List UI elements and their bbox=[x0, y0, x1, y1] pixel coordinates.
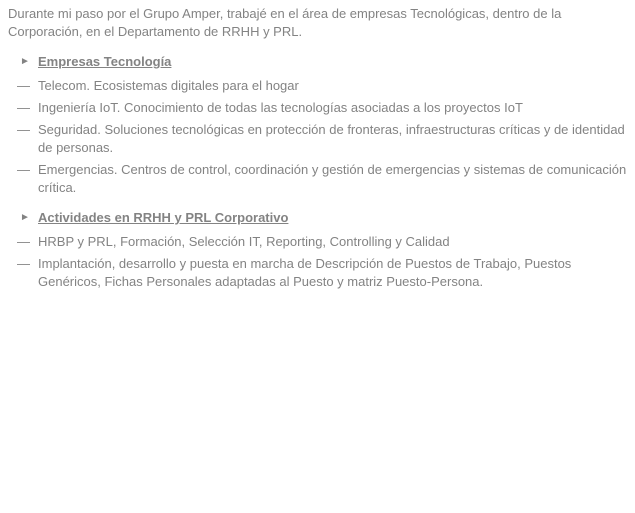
section-title: Empresas Tecnología bbox=[38, 54, 172, 69]
section-header bbox=[8, 209, 627, 227]
intro-paragraph: Durante mi paso por el Grupo Amper, trabajé en el área de empresas Tecnológicas, dentro de la Corporación, en el Departamento de RRHH y PRL. bbox=[8, 6, 562, 39]
list-item-text: Ingeniería IoT. Conocimiento de todas las tecnologías asociadas a los proyectos IoT bbox=[38, 100, 523, 115]
list-item bbox=[8, 255, 627, 291]
list-item-text: Telecom. Ecosistemas digitales para el hogar bbox=[38, 78, 299, 93]
list-item bbox=[8, 161, 627, 197]
list-item-text: Implantación, desarrollo y puesta en marcha de Descripción de Puestos de Trabajo, Puestos Genéricos, Fichas Personales adaptadas al Puesto y matriz Puesto-Persona. bbox=[38, 256, 572, 289]
section-item-list bbox=[8, 233, 627, 291]
dash-bullet-icon: — bbox=[17, 162, 30, 177]
dash-bullet-icon: — bbox=[17, 234, 30, 249]
list-item bbox=[8, 99, 627, 117]
section-empresas-tecnologia bbox=[8, 53, 627, 197]
section-item-list bbox=[8, 77, 627, 197]
triangle-right-icon: ► bbox=[20, 56, 30, 67]
list-item bbox=[8, 121, 627, 157]
list-item-text: Seguridad. Soluciones tecnológicas en protección de fronteras, infraestructuras críticas y de identidad de personas. bbox=[38, 122, 625, 155]
dash-bullet-icon: — bbox=[17, 122, 30, 137]
dash-bullet-icon: — bbox=[17, 78, 30, 93]
dash-bullet-icon: — bbox=[17, 100, 30, 115]
triangle-right-icon: ► bbox=[20, 212, 30, 223]
list-item-text: HRBP y PRL, Formación, Selección IT, Reporting, Controlling y Calidad bbox=[38, 234, 450, 249]
list-item bbox=[8, 233, 627, 251]
section-title: Actividades en RRHH y PRL Corporativo bbox=[38, 210, 289, 225]
section-header bbox=[8, 53, 627, 71]
list-item bbox=[8, 77, 627, 95]
dash-bullet-icon: — bbox=[17, 256, 30, 271]
list-item-text: Emergencias. Centros de control, coordinación y gestión de emergencias y sistemas de comunicación crítica. bbox=[38, 162, 627, 195]
section-actividades-rrhh-prl bbox=[8, 209, 627, 291]
